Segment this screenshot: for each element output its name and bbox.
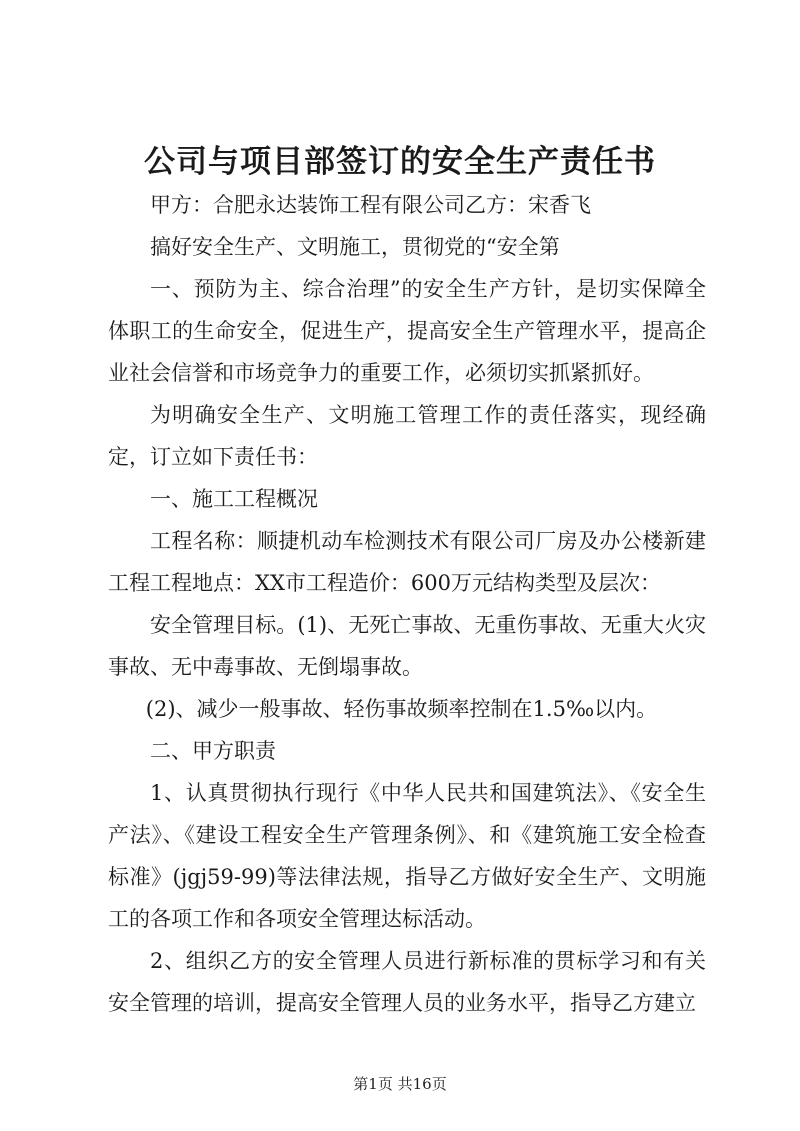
accident-rate-paragraph: (2)、减少一般事故、轻伤事故频率控制在1.5‰以内。	[145, 697, 658, 721]
project-details-paragraph: 工程名称：顺捷机动车检测技术有限公司厂房及办公楼新建工程工程地点：XX市工程造价：600万元结构类型及层次：	[108, 529, 706, 595]
section-heading-project-overview: 一、施工工程概况	[150, 487, 318, 511]
safety-goals-paragraph: 安全管理目标。(1)、无死亡事故、无重伤事故、无重大火灾事故、无中毒事故、无倒塌事故。	[108, 613, 706, 679]
duty-2-paragraph: 2、组织乙方的安全管理人员进行新标准的贯标学习和有关安全管理的培训，提高安全管理人员的业务水平，指导乙方建立	[108, 949, 706, 1015]
document-title: 公司与项目部签订的安全生产责任书	[144, 144, 656, 180]
intro-paragraph: 搞好安全生产、文明施工，贯彻党的“安全第	[150, 235, 560, 259]
page-number-footer: 第1页 共16页	[353, 1075, 447, 1093]
party-line: 甲方：合肥永达装饰工程有限公司乙方：宋香飞	[150, 193, 591, 217]
duty-1-paragraph: 1、认真贯彻执行现行《中华人民共和国建筑法》、《安全生产法》、《建设工程安全生产管理条例》、和《建筑施工安全检查标准》(jgj59-99)等法律法规，指导乙方做好安全生产、文明施工的各项工作和各项安全管理达标活动。	[108, 781, 706, 931]
document-body	[108, 184, 706, 1024]
purpose-paragraph: 为明确安全生产、文明施工管理工作的责任落实，现经确定，订立如下责任书：	[108, 403, 706, 469]
policy-paragraph: 一、预防为主、综合治理”的安全生产方针，是切实保障全体职工的生命安全，促进生产，提高安全生产管理水平，提高企业社会信誉和市场竞争力的重要工作，必须切实抓紧抓好。	[108, 277, 706, 385]
section-heading-party-a-duties: 二、甲方职责	[150, 739, 276, 763]
